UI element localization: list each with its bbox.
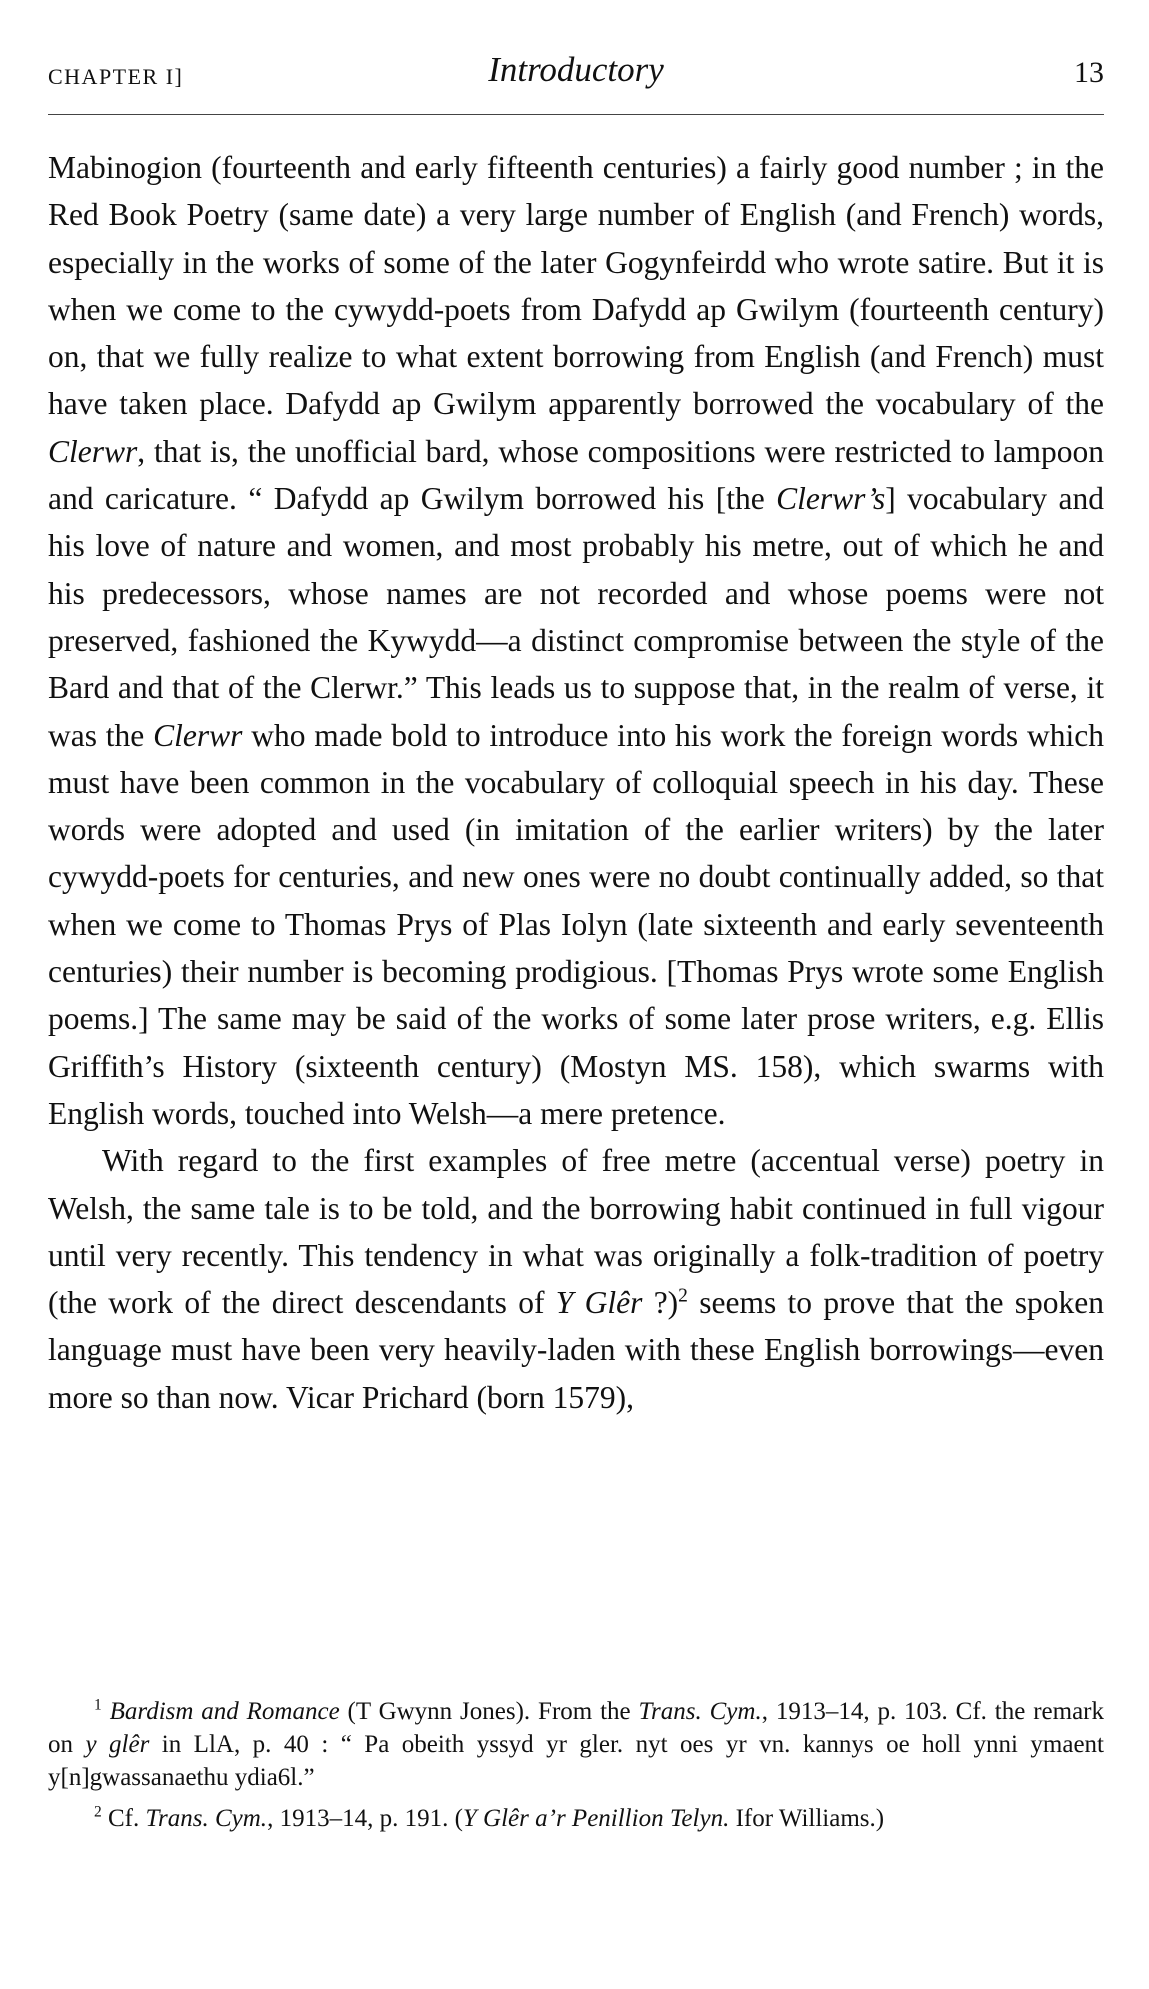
paragraph-1: Mabinogion (fourteenth and early fifteenth centuries) a fairly good number ; in the Red Book Poetry (same date) a very large number of English (and French) words, especially in the works of some of the later Gogynfeirdd who wrote satire. But it is when we come to the cywydd-poets from Dafydd ap Gwilym (fourteenth century) on, that we fully realize to what extent borrowing from English (and French) must have taken place. Dafydd ap Gwilym apparently borrowed the vocabulary of the Clerwr, that is, the unofficial bard, whose compositions were restricted to lampoon and caricature. “ Dafydd ap Gwilym borrowed his [the Clerwr’s] vocabulary and his love of nature and women, and most probably his metre, out of which he and his predecessors, whose names are not recorded and whose poems were not preserved, fashioned the Kywydd—a distinct compromise between the style of the Bard and that of the Clerwr.” This leads us to suppose that, in the realm of verse, it was the Clerwr who made bold to introduce into his work the foreign words which must have been common in the vocabulary of colloquial speech in his day. These words were adopted and used (in imitation of the earlier writers) by the later cywydd-poets for centuries, and new ones were no doubt continually added, so that when we come to Thomas Prys of Plas Iolyn (late sixteenth and early seventeenth centuries) their number is becoming prodigious. [Thomas Prys wrote some English poems.] The same may be said of the works of some later prose writers, e.g. Ellis Griffith’s History (sixteenth century) (Mostyn MS. 158), which swarms with English words, touched into Welsh—a mere pretence. <box>48 150 1105 1131</box>
footnote-marker-1: 1 <box>94 1696 102 1714</box>
page-title: Introductory <box>488 50 664 89</box>
chapter-label: CHAPTER I] <box>48 64 184 89</box>
running-head <box>48 50 1104 100</box>
footnotes <box>48 1695 1104 1835</box>
term-clerwr: Clerwr <box>153 717 243 753</box>
paragraph-2: With regard to the first examples of free metre (accentual verse) poetry in Welsh, the same tale is to be told, and the borrowing habit continued in full vigour until very recently. This tendency in what was originally a folk-tradition of poetry (the work of the direct descendants of Y Glêr ?)$^2$ seems to prove that the spoken language must have been very heavily-laden with these English borrowings—even more so than now. Vicar Prichard (born 1579), <box>48 1143 1104 1415</box>
page-number: 13 <box>1074 56 1104 89</box>
footnote-2: $^2$ Cf. Trans. Cym., 1913–14, p. 191. (Y Glêr a’r Penillion Telyn. Ifor Williams.) <box>94 1803 885 1832</box>
term-clerwrs: Clerwr’s <box>776 481 886 517</box>
footnote-1: $^1$ Bardism and Romance (T Gwynn Jones). From the Trans. Cym., 1913–14, p. 103. Cf. the remark on y glêr in LlA, p. 40 : “ Pa obeith yssyd yr gler. nyt oes yr vn. kannys oe holl ynni ymaent y[n]gwassanaethu ydia6l.” <box>48 1696 1105 1791</box>
header-rule <box>48 114 1104 115</box>
body-text <box>48 144 1104 1421</box>
footnote-ref-2[interactable]: 2 <box>678 1285 688 1307</box>
footnote-marker-2: 2 <box>94 1803 102 1821</box>
term-clerwr: Clerwr <box>48 433 138 469</box>
term-y-gler: Y Glêr <box>555 1285 643 1321</box>
